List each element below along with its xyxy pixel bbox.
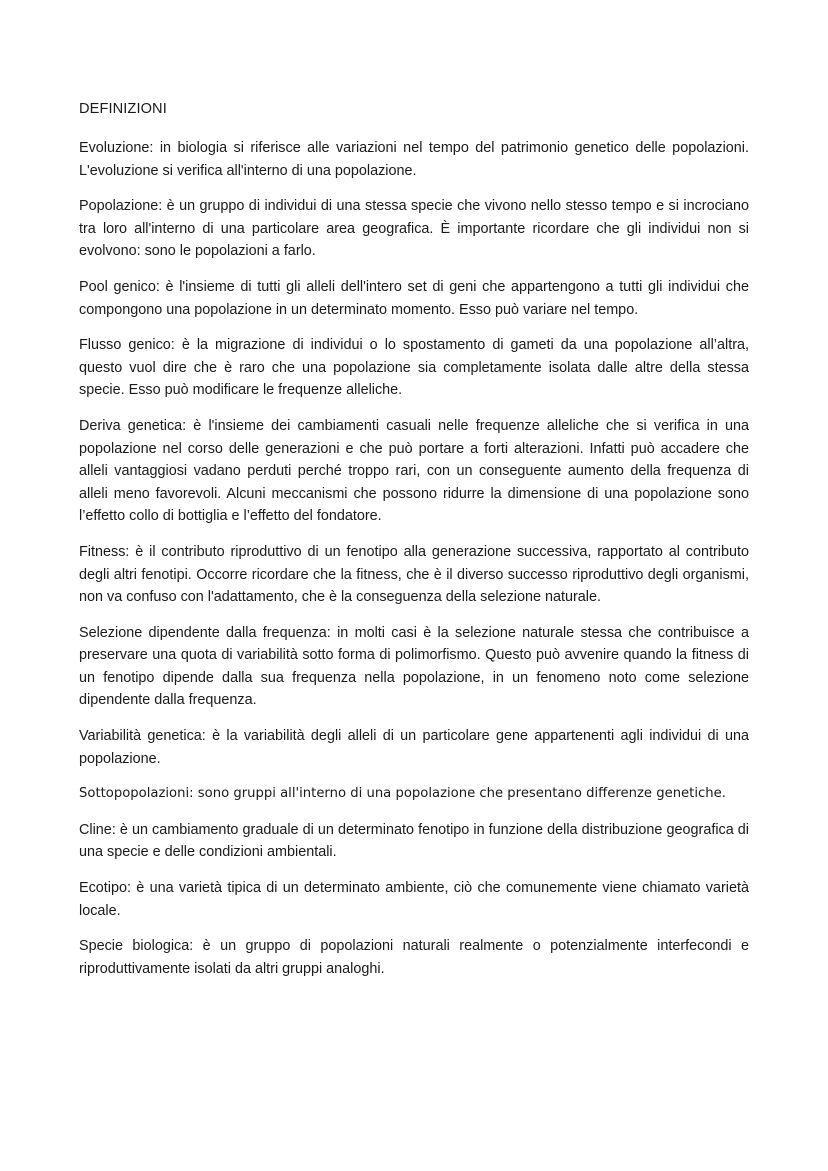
definition-fitness: Fitness: è il contributo riproduttivo di un fenotipo alla generazione successiva, rapportato al contributo degli altri fenotipi. Occorre ricordare che la fitness, che è il diverso successo riproduttivo degli organismi, non va confuso con l'adattamento, che è la conseguenza della selezione naturale. — [79, 543, 749, 606]
definition-pool-genico: Pool genico: è l'insieme di tutti gli alleli dell'intero set di geni che appartengono a tutti gli individui che compongono una popolazione in un determinato momento. Esso può variare nel tempo. — [79, 278, 749, 318]
definition-evoluzione: Evoluzione: in biologia si riferisce alle variazioni nel tempo del patrimonio genetico delle popolazioni. L'evoluzione si verifica all'interno di una popolazione. — [79, 140, 749, 179]
definition-popolazione: Popolazione: è un gruppo di individui di una stessa specie che vivono nello stesso tempo e si incrociano tra loro all'interno di una particolare area geografica. È importante ricordare che gli individui non si evolvono: sono le popolazioni a farlo. — [79, 198, 749, 260]
definition-flusso-genico: Flusso genico: è la migrazione di individui o lo spostamento di gameti da una popolazione all’altra, questo vuol dire che è raro che una popolazione sia completamente isolata dalle altre della stessa specie. Esso può modificare le frequenze alleliche. — [79, 337, 749, 399]
page-title: DEFINIZIONI — [79, 101, 167, 117]
definition-selezione-dipendente: Selezione dipendente dalla frequenza: in molti casi è la selezione naturale stessa che contribuisce a preservare una quota di variabilità sotto forma di polimorfismo. Questo può avvenire quando la fitness di un fenotipo dipende dalla sua frequenza nella popolazione, in un fenomeno noto come selezione dipendente dalla frequenza. — [79, 624, 749, 709]
definition-sottopopolazioni: Sottopopolazioni: sono gruppi all'interno di una popolazione che presentano differenze genetiche. — [79, 786, 726, 802]
definition-cline: Cline: è un cambiamento graduale di un determinato fenotipo in funzione della distribuzione geografica di una specie e delle condizioni ambientali. — [79, 821, 749, 861]
definition-ecotipo: Ecotipo: è una varietà tipica di un determinato ambiente, ciò che comunemente viene chiamato varietà locale. — [79, 880, 749, 919]
definition-deriva-genetica: Deriva genetica: è l'insieme dei cambiamenti casuali nelle frequenze alleliche che si verifica in una popolazione nel corso delle generazioni e che può portare a forti alterazioni. Infatti può accadere che alleli vantaggiosi vadano perduti perché troppo rari, con un conseguente aumento della frequenza di alleli meno favorevoli. Alcuni meccanismi che possono ridurre la dimensione di una popolazione sono l’effetto collo di bottiglia e l’effetto del fondatore. — [79, 417, 749, 525]
document-page — [79, 98, 749, 993]
definition-specie-biologica: Specie biologica: è un gruppo di popolazioni naturali realmente o potenzialmente interfecondi e riproduttivamente isolati da altri gruppi analoghi. — [79, 938, 749, 977]
definition-variabilita-genetica: Variabilità genetica: è la variabilità degli alleli di un particolare gene appartenenti agli individui di una popolazione. — [79, 728, 749, 767]
